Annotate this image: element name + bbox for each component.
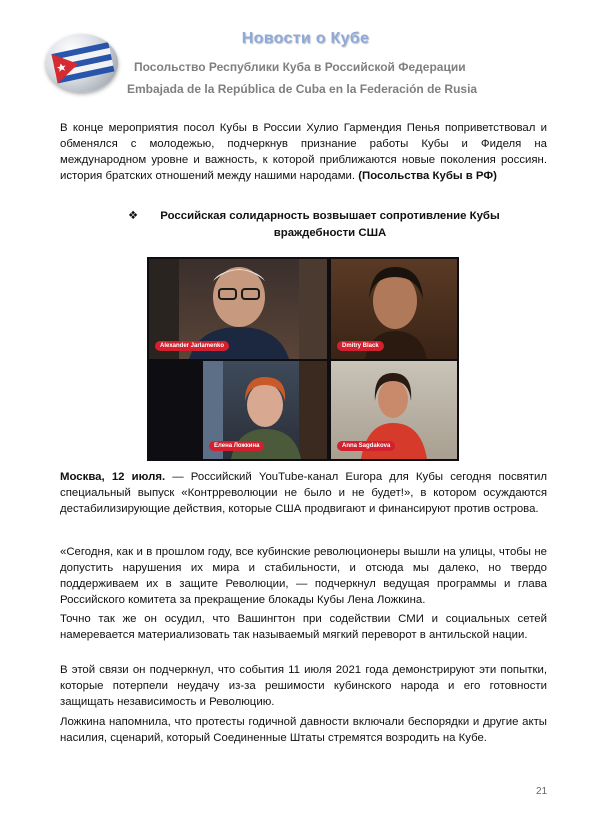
diamond-bullet-icon: ❖ (128, 210, 139, 222)
section-heading (130, 208, 530, 242)
embassy-name-spanish: Embajada de la República de Cuba en la Federación de Rusia (127, 82, 478, 96)
participant-tile-4 (331, 361, 457, 459)
paragraph-moscow-report (60, 469, 547, 517)
page-number: 21 (536, 786, 548, 797)
paragraph-july-events: В этой связи он подчеркнул, что события 11 июля 2021 года демонстрируют эти попытки, которые потерпели неудачу из-за решимости кубинского народа и его готовности защищать независимость и Революцию. (60, 664, 547, 708)
participant-tile-1 (149, 259, 327, 359)
page-header (0, 0, 591, 110)
newsletter-title: Новости о Кубе (241, 30, 370, 47)
paragraph-quote: «Сегодня, как и в прошлом году, все кубинские революционеры вышли на улицы, чтобы не допустить нарушения их мира и стабильности, и отсюда мы далеко, но твердо поддерживаем их в защите Революции, — подчеркнул ведущая программы и глава Российского комитета за прекращение блокады Кубы Лена Ложкина. (60, 546, 547, 606)
video-call-screenshot (147, 257, 459, 461)
participant-name-tag: Anna Sagdakova (337, 441, 395, 451)
participant-name-tag: Dmitry Black (337, 341, 384, 351)
paragraph-protests: Ложкина напомнила, что протесты годичной давности включали беспорядки и другие акты насилия, сценарий, который Соединенные Штаты стремятся возродить на Кубе. (60, 716, 547, 744)
source-credit: (Посольства Кубы в РФ) (358, 170, 497, 182)
paragraph-embassy-event (60, 120, 547, 184)
section-heading-text: Российская солидарность возвышает сопротивление Кубы враждебности США (160, 210, 500, 239)
dateline: Москва, 12 июля. (60, 471, 166, 483)
participant-tile-2 (331, 259, 457, 359)
paragraph-text: В конце мероприятия посол Кубы в России Хулио Гармендия Пенья поприветствовал и обменялся с молодежью, подчеркнув признание работы Кубы и Фиделя на международном уровне и важность, к которой приближаются новые поколения россиян. история братских отношений между нашими народами. (60, 122, 547, 182)
participant-tile-3 (203, 361, 327, 459)
participant-name-tag: Alexander Jarlamenko (155, 341, 229, 351)
participant-name-tag: Елена Ложкина (209, 441, 264, 451)
embassy-name-russian: Посольство Республики Куба в Российской Федерации (134, 60, 466, 74)
paragraph-text: — Российский YouTube-канал Europa для Кубы сегодня посвятил специальный выпуск «Контрреволюции не было и не будет!», в котором осуждаются дестабилизирующие действия, которые США продвигают и финансируют против острова. (60, 471, 547, 515)
paragraph-condemnation: Точно так же он осудил, что Вашингтон при содействии СМИ и социальных сетей намеревается материализовать так называемый мягкий переворот в антильской нации. (60, 613, 547, 641)
